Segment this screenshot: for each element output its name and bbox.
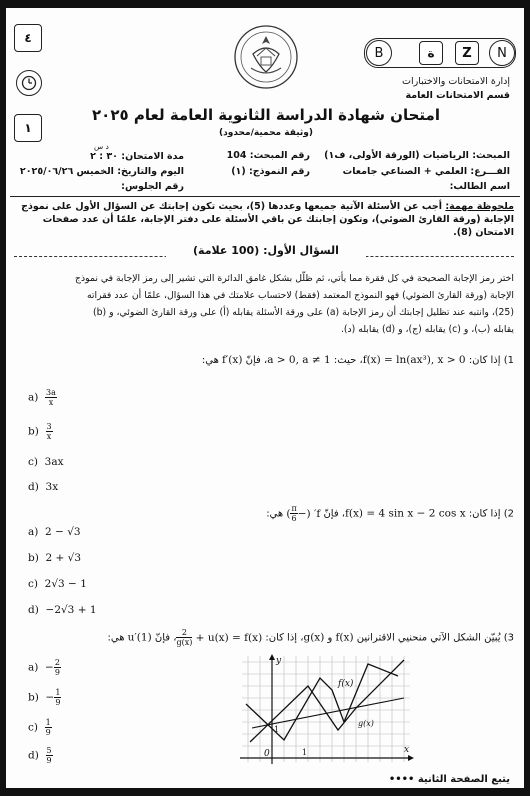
note-lead: ملحوظة مهمة: <box>445 201 514 212</box>
option-label: a) <box>28 661 39 674</box>
question-text: هي: <box>201 355 219 366</box>
option-label: c) <box>28 721 38 734</box>
fraction-numerator: 2 <box>54 658 60 667</box>
instruction-line: الإجابة (ورقة القارئ الضوئي) فهو النموذج المعتمد (فقط) لاحتساب علامتك في هذا السؤال، علمًا أن عدد فقراته <box>86 290 514 301</box>
y-axis-label: y <box>276 656 282 666</box>
code-letter-text: ة <box>427 46 435 60</box>
code-letter-text: Z <box>462 45 472 61</box>
question-1 <box>14 354 514 370</box>
answer-option-a <box>28 658 61 677</box>
option-label: c) <box>28 578 38 590</box>
page-count-badge <box>14 24 42 52</box>
section-name: قسم الامتحانات العامة <box>405 90 510 101</box>
option-sign: − <box>45 691 55 704</box>
question-math: f′(x) <box>222 354 243 366</box>
question-number: 2) <box>503 508 514 520</box>
question-math: f(x) <box>335 631 354 644</box>
option-label: d) <box>28 749 39 762</box>
question-text: هي: <box>107 632 125 644</box>
option-sign: − <box>45 661 54 674</box>
instruction-line: يقابله (ب)، و (c) يقابله (ج)، و (d) يقابله (د). <box>340 324 514 335</box>
fraction-denominator: 9 <box>46 756 52 765</box>
fraction-denominator: g(x) <box>176 638 193 647</box>
answer-option-c <box>28 718 52 737</box>
jordan-emblem-icon <box>233 24 299 90</box>
divider <box>10 196 520 197</box>
subject-number: رقم المبحث: 104 <box>226 150 310 161</box>
question-text: إذا كان: <box>468 355 501 366</box>
answer-option-d <box>28 746 53 765</box>
y-axis-arrow <box>269 654 275 660</box>
code-letter-ta <box>419 41 443 65</box>
code-letter-text: N <box>497 45 507 61</box>
option-label: d) <box>28 604 39 616</box>
option-label: a) <box>28 391 39 404</box>
option-text: 3ax <box>44 456 64 468</box>
question-math: a > 0, a ≠ 1 <box>267 354 331 366</box>
important-note <box>14 200 514 239</box>
fraction-numerator: 2 <box>176 628 192 638</box>
seat-number-field: رقم الجلوس: <box>121 181 184 192</box>
code-letter-n <box>489 40 515 66</box>
fraction-denominator: x <box>48 398 54 407</box>
branch-label: الفـــرع: العلمي + الصناعي جامعات <box>342 166 510 177</box>
student-name-field: اسم الطالب: <box>449 181 510 192</box>
question-text: ، فإنّ <box>154 632 177 644</box>
question-math <box>286 504 321 523</box>
g-curve-label: g(x) <box>358 719 374 728</box>
code-letter-b <box>366 40 392 66</box>
question-text: ، فإنّ <box>245 355 268 366</box>
x-tick-1-label: 1 <box>302 748 308 757</box>
graph-grid <box>242 656 410 762</box>
answer-option-c <box>28 578 87 590</box>
question-math: g(x) <box>303 631 325 644</box>
exam-day-date: اليوم والتاريخ: الخميس ٢٠٢٥/٠٦/٢٦ <box>19 166 184 177</box>
instruction-line: (25)، وانتبه عند تظليل إجابتك أن رمز الإجابة (a) على ورقة الأسئلة يقابله (أ) على ورقة القارئ الضوئي، و (b) <box>92 307 514 318</box>
question-math: u′(1) <box>127 631 152 644</box>
question-math <box>176 628 263 647</box>
tangent-line <box>252 698 404 728</box>
section-title: السؤال الأول: (100 علامة) <box>166 244 366 257</box>
option-label: b) <box>28 425 39 438</box>
department-name: إدارة الامتحانات والاختبارات <box>402 76 510 87</box>
math-part: u(x) = f(x) + <box>195 631 263 644</box>
question-text: ، حيث: <box>333 355 363 366</box>
answer-option-a <box>28 526 81 538</box>
clock-icon <box>16 70 42 96</box>
question-text: ، فإنّ <box>323 508 346 520</box>
note-text: أجب عن الأسئلة الآتية جميعها وعددها (5)، بحيث تكون إجابتك عن السؤال الأول على نموذج الإجابة (ورقة القارئ الضوئي)، وتكون إجابتك عن باقي الأسئلة على دفتر الإجابة، علمًا أن عدد صفحات الامتحان (8). <box>21 201 514 238</box>
fraction-numerator: 1 <box>55 688 61 697</box>
function-graph <box>238 652 418 766</box>
answer-option-b <box>28 552 81 564</box>
question-text: يُبيّن الشكل الآتي منحنيي الاقترانين <box>356 632 501 644</box>
option-label: b) <box>28 552 39 564</box>
option-text: 2 − √3 <box>45 526 81 538</box>
question-text: إذا كان: <box>468 508 501 520</box>
question-2 <box>14 504 514 522</box>
option-label: b) <box>28 691 39 704</box>
fraction-denominator: 6 <box>291 514 297 523</box>
x-axis-label: x <box>404 745 410 755</box>
math-part: ) <box>286 507 291 520</box>
subject-label: المبحث: الرياضيات (الورقة الأولى، ف١) <box>324 150 510 161</box>
paper-number-badge <box>14 114 42 142</box>
answer-option-d <box>28 604 97 616</box>
question-text: و <box>327 632 333 644</box>
fraction-denominator: 9 <box>45 728 51 737</box>
math-part: f′ (− <box>297 507 321 520</box>
instructions <box>14 270 514 338</box>
question-text: ، إذا كان: <box>265 632 304 644</box>
answer-option-c <box>28 456 64 468</box>
instruction-line: اختر رمز الإجابة الصحيحة في كل فقرة مما يأتي، ثم ظلّل بشكل غامق الدائرة التي تشير إلى رمز الإجابة في نموذج <box>75 273 514 284</box>
f-curve-label: f(x) <box>338 679 354 689</box>
answer-option-d <box>28 481 58 493</box>
fraction-denominator: x <box>46 432 52 441</box>
fraction-denominator: 9 <box>54 668 60 677</box>
question-number: 1) <box>503 355 514 366</box>
exam-duration: مدة الامتحان: ٣٠ : ٢ <box>90 151 184 162</box>
option-label: a) <box>28 526 39 538</box>
option-text: 2 + √3 <box>45 552 82 564</box>
fraction-numerator: 3a <box>46 388 56 397</box>
document-classification: (وثيقة محمية/محدود) <box>219 128 313 138</box>
option-label: d) <box>28 481 39 493</box>
fraction-numerator: 5 <box>46 746 52 755</box>
badge-text: ١ <box>24 121 32 135</box>
option-text: 3x <box>45 481 59 493</box>
duration-units: د س <box>94 142 109 151</box>
answer-option-a <box>28 388 57 407</box>
code-letter-text: B <box>374 45 384 61</box>
x-axis-arrow <box>408 755 414 761</box>
model-number: رقم النموذج: (١) <box>231 166 310 177</box>
fraction-numerator: 1 <box>45 718 51 727</box>
f-curve <box>246 664 398 740</box>
y-tick-1-label: 1 <box>274 725 280 734</box>
question-3 <box>14 628 514 646</box>
question-number: 3) <box>503 632 514 644</box>
fraction-numerator: π <box>291 504 297 513</box>
answer-option-b <box>28 688 61 707</box>
option-label: c) <box>28 456 38 468</box>
question-text: هي: <box>266 508 284 520</box>
option-text: −2√3 + 1 <box>45 604 97 616</box>
code-letter-z <box>455 41 479 65</box>
origin-label: 0 <box>264 749 270 759</box>
option-text: 2√3 − 1 <box>44 578 87 590</box>
continue-note: يتبع الصفحة الثانية •••• <box>388 774 510 785</box>
answer-option-b <box>28 422 53 441</box>
badge-text: ٤ <box>24 31 32 45</box>
question-math: f(x) = 4 sin x − 2 cos x <box>345 507 466 520</box>
question-math: f(x) = ln(ax³), x > 0 <box>362 354 466 366</box>
exam-title: امتحان شهادة الدراسة الثانوية العامة لعام ٢٠٢٥ <box>92 106 440 124</box>
fraction-numerator: 3 <box>46 422 52 431</box>
fraction-denominator: 9 <box>55 698 61 707</box>
